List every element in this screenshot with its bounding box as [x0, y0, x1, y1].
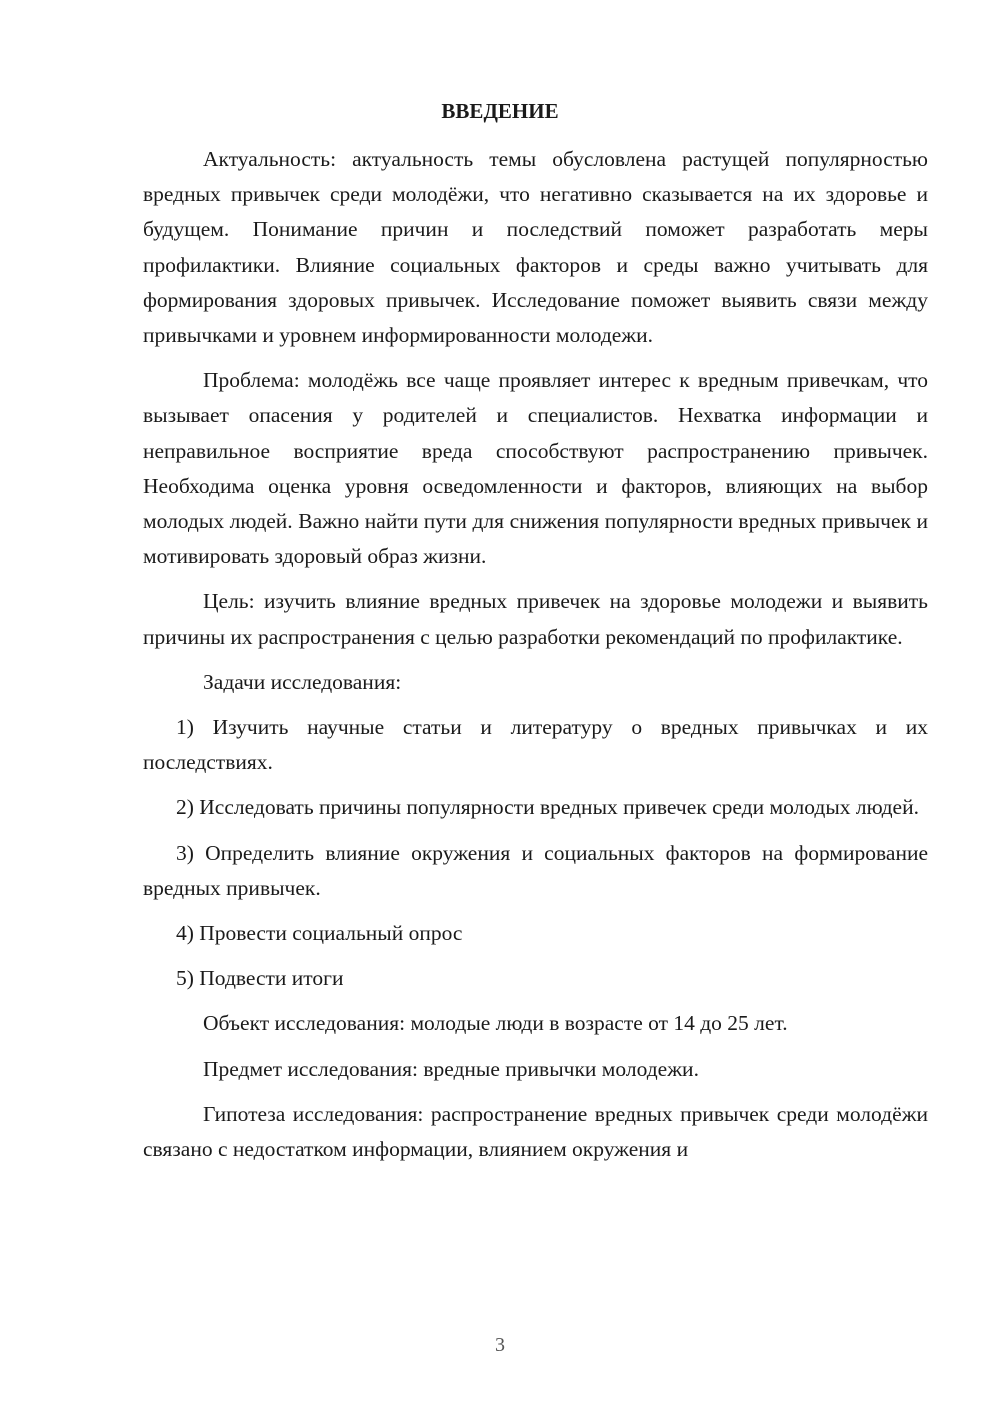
task-item-5: 5) Подвести итоги [176, 966, 344, 991]
task-item-3: 3) Определить влияние окружения и социальных факторов на формирование вредных привычек. [143, 840, 928, 900]
goal-paragraph: Цель: изучить влияние вредных привечек на здоровье молодежи и выявить причины их распространения с целью разработки рекомендаций по профилактике. [143, 589, 928, 649]
problem-paragraph: Проблема: молодёжь все чаще проявляет интерес к вредным привечкам, что вызывает опасения у родителей и специалистов. Нехватка информации и неправильное восприятие вреда способствуют распространению привычек. Необходима оценка уровня осведомленности и факторов, влияющих на выбор молодых людей. Важно найти пути для снижения популярности вредных привычек и мотивировать здоровый образ жизни. [143, 368, 928, 569]
page-number: 3 [495, 1334, 505, 1356]
task-item-2: 2) Исследовать причины популярности вредных привечек среди молодых людей. [176, 795, 919, 820]
task-item-4: 4) Провести социальный опрос [176, 921, 463, 946]
subject-paragraph: Предмет исследования: вредные привычки молодежи. [203, 1056, 699, 1081]
relevance-paragraph: Актуальность: актуальность темы обусловлена растущей популярностью вредных привычек среди молодёжи, что негативно сказывается на их здоровье и будущем. Понимание причин и последствий поможет разработать меры профилактики. Влияние социальных факторов и среды важно учитывать для формирования здоровых привычек. Исследование поможет выявить связи между привычками и уровнем информированности молодежи. [143, 147, 928, 348]
document-body [143, 142, 928, 1177]
tasks-heading: Задачи исследования: [203, 669, 402, 694]
page-title: ВВЕДЕНИЕ [441, 99, 559, 123]
task-item-1: 1) Изучить научные статьи и литературу о вредных привычках и их последствиях. [143, 715, 928, 775]
hypothesis-paragraph: Гипотеза исследования: распространение вредных привычек среди молодёжи связано с недостатком информации, влиянием окружения и [143, 1101, 928, 1162]
object-paragraph: Объект исследования: молодые люди в возрасте от 14 до 25 лет. [203, 1011, 788, 1036]
